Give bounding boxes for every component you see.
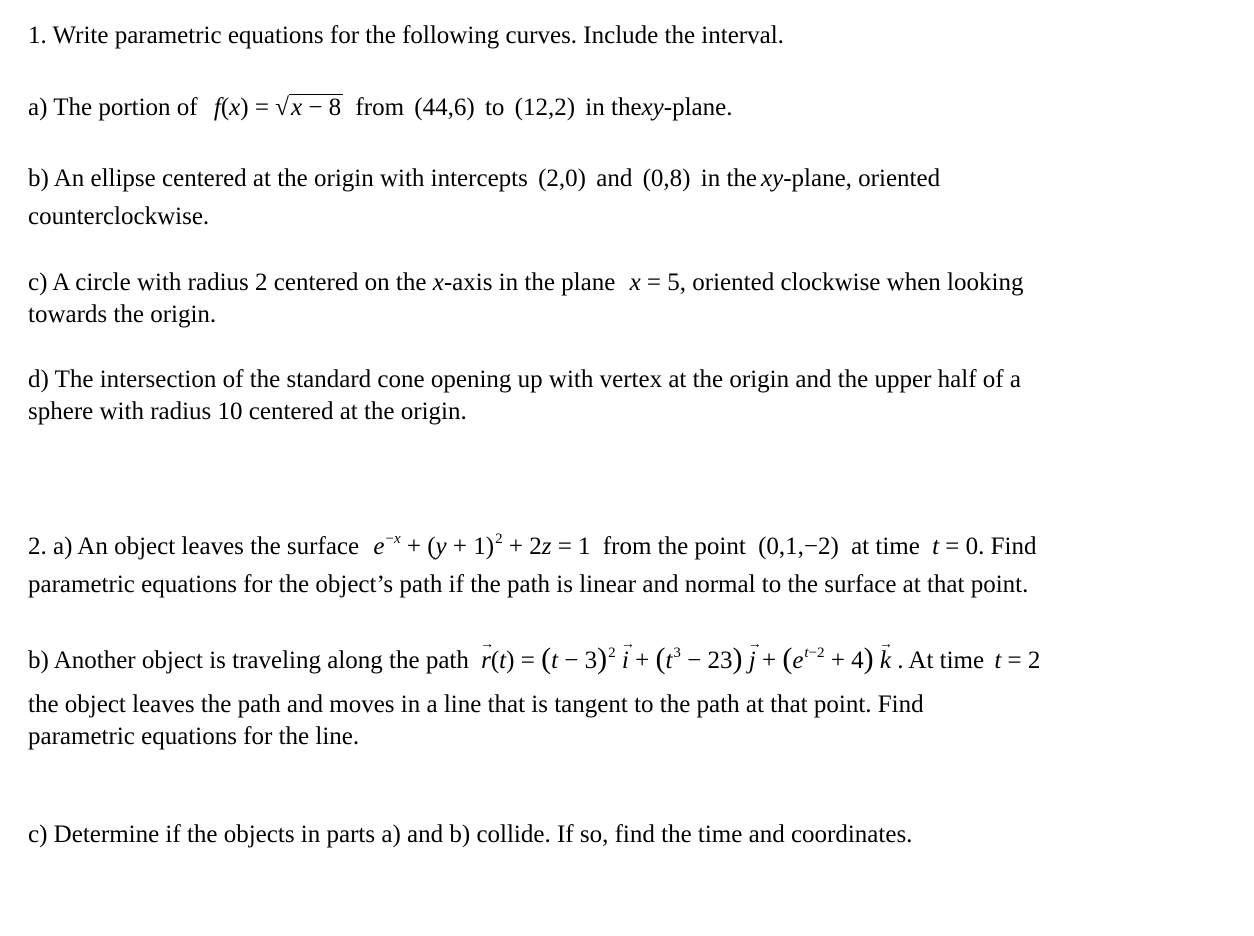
q1b-plane: xy [761, 165, 784, 192]
q1c-line1 [28, 267, 1023, 299]
q2a-surface: $e^{-x} + (y + 1)^2 + 2z = 1$ [373, 531, 597, 560]
q2b-line2: the object leaves the path and moves in a line that is tangent to the path at that point. Find [28, 691, 924, 718]
q2a-line1 [28, 531, 1036, 566]
q1b-line1 [28, 163, 940, 195]
q2a-line2: parametric equations for the object’s path if the path is linear and normal to the surface at that point. [28, 571, 1029, 598]
q2a-time: t = 0 [932, 533, 979, 560]
q1a-function: f(x) = √x − 8 [213, 94, 342, 121]
q2b-line3: parametric equations for the line. [28, 723, 360, 750]
q1a-to: to [484, 94, 505, 121]
q1b-point1: (2,0) [538, 165, 586, 192]
q2b-time: t = 2 [994, 647, 1041, 674]
q1c-axis: x [432, 269, 444, 296]
q1a-end: -plane. [663, 94, 733, 121]
q2b-line1 [28, 643, 1040, 680]
q1b-end: -plane, oriented [783, 165, 941, 192]
q1a-point2: (12,2) [514, 94, 576, 121]
q1b-point2: (0,8) [642, 165, 691, 192]
q1b-line2: counterclockwise. [28, 203, 210, 230]
q1a-plane: xy [641, 94, 664, 121]
q2b-label: b) Another object is traveling along the path [28, 647, 469, 674]
q2c-line1: c) Determine if the objects in parts a) and b) collide. If so, find the time and coordinates. [28, 821, 913, 848]
q1c-text-b: -axis in the plane [443, 269, 616, 296]
q1d-line1: d) The intersection of the standard cone opening up with vertex at the origin and the upper half of a [28, 366, 1021, 393]
q1c-text-a: c) A circle with radius 2 centered on the [28, 269, 427, 296]
q1-prompt: 1. Write parametric equations for the following curves. Include the interval. [28, 22, 784, 49]
q2b-path: → $r(t) = (t - 3)^2 \to i + (t^3 - 23) \to j + (e^{t-2} + 4) \to k$ [481, 647, 897, 674]
q1a-from: from [355, 94, 405, 121]
q1b-label: b) An ellipse centered at the origin with intercepts [28, 165, 528, 192]
q1b-and: and [596, 165, 633, 192]
q2a-point: (0,1,−2) [758, 533, 839, 560]
q2a-label: 2. a) An object leaves the surface [28, 533, 360, 560]
q2a-from-point: from the point [602, 533, 746, 560]
q1c-plane-eq: x = 5 [629, 269, 680, 296]
q1d-line2: sphere with radius 10 centered at the origin. [28, 398, 467, 425]
q1a-in-the: in the [585, 94, 642, 121]
q1c-line2: towards the origin. [28, 301, 217, 328]
q1a-point1: (44,6) [414, 94, 475, 121]
q2a-at-time: at time [851, 533, 920, 560]
q2a-end: . Find [978, 533, 1037, 560]
q2b-at-time: . At time [897, 647, 985, 674]
q1b-in-the: in the [700, 165, 758, 192]
q1a-label: a) The portion of [28, 94, 198, 121]
q1a-line [28, 92, 732, 124]
q1c-text-c: , oriented clockwise when looking [679, 269, 1024, 296]
